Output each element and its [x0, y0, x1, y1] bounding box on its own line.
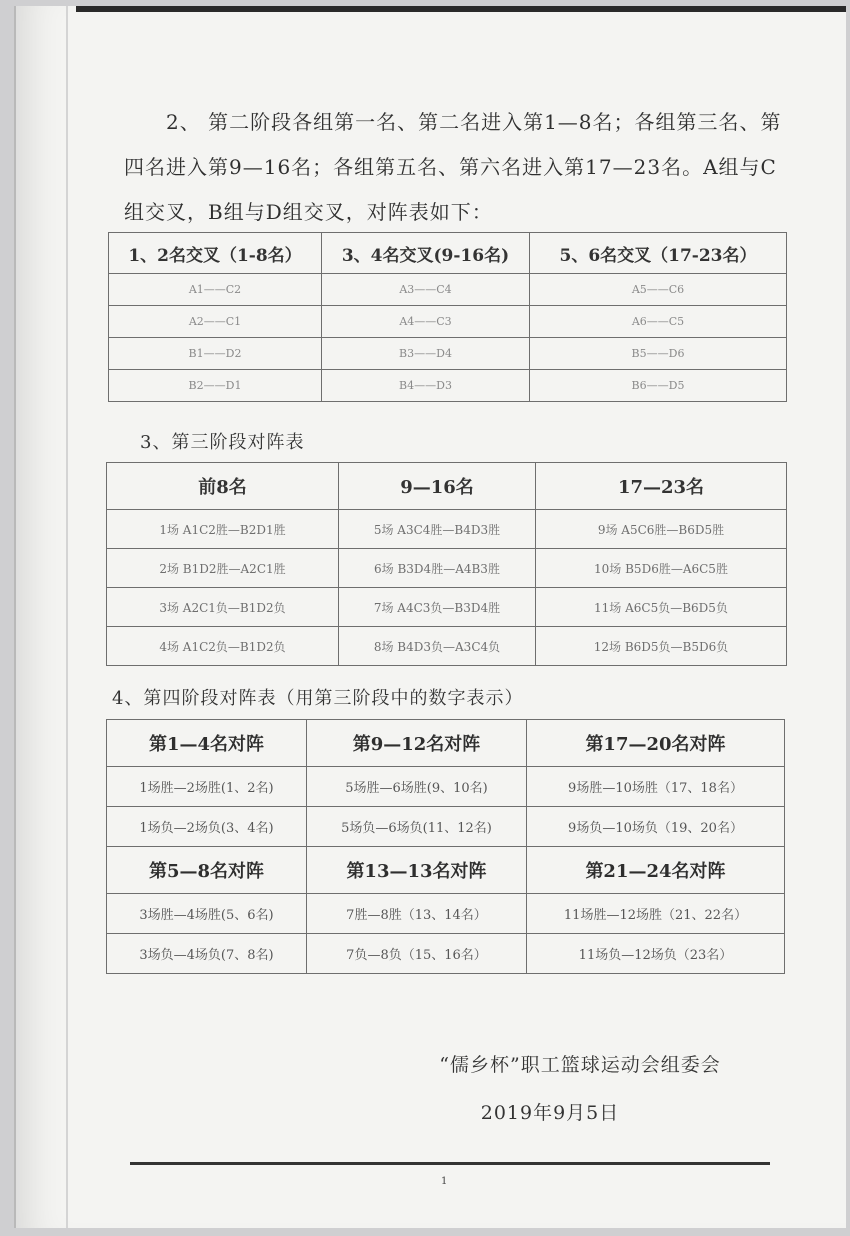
table-row: [109, 338, 787, 370]
stage2-paragraph: 2、 第二阶段各组第一名、第二名进入第1—8名；各组第三名、第四名进入第9—16名；各组第五名、第六名进入第17—23名。A组与C组交叉，B组与D组交叉，对阵表如下：: [124, 110, 782, 224]
table-cell: A5——C6: [530, 274, 787, 306]
stage4-schedule-table: [106, 719, 785, 974]
table-cell: 6场 B3D4胜—A4B3胜: [339, 549, 536, 588]
table-cell: 1场胜—2场胜(1、2名): [107, 767, 307, 807]
table-cell: 4场 A1C2负—B1D2负: [107, 627, 339, 666]
top-edge-shadow: [76, 6, 846, 12]
table-row: [107, 510, 787, 549]
table-cell: 5场 A3C4胜—B4D3胜: [339, 510, 536, 549]
table-row: [107, 894, 785, 934]
table-cell: B3——D4: [322, 338, 530, 370]
table-cell: 3场 A2C1负—B1D2负: [107, 588, 339, 627]
table-cell: B2——D1: [109, 370, 322, 402]
stage3-heading: 3、第三阶段对阵表: [140, 432, 305, 453]
table-header-cell: 第5—8名对阵: [107, 847, 307, 894]
table-row: [107, 588, 787, 627]
table-cell: B4——D3: [322, 370, 530, 402]
stage2-crossover-table: [108, 232, 787, 402]
table-cell: A1——C2: [109, 274, 322, 306]
table-row: [109, 306, 787, 338]
table-header-cell: 第17—20名对阵: [527, 720, 785, 767]
table-cell: 9场负—10场负（19、20名）: [527, 807, 785, 847]
table-header-cell: 5、6名交叉（17-23名）: [530, 233, 787, 274]
table-cell: 7胜—8胜（13、14名）: [307, 894, 527, 934]
table-cell: 7负—8负（15、16名）: [307, 934, 527, 974]
table-cell: A6——C5: [530, 306, 787, 338]
stage3-schedule-table: [106, 462, 787, 666]
table-header-cell: 第9—12名对阵: [307, 720, 527, 767]
table-cell: B6——D5: [530, 370, 787, 402]
table-cell: 11场负—12场负（23名）: [527, 934, 785, 974]
page-number: 1: [441, 1176, 448, 1187]
organizer-signature: “儒乡杯”职工篮球运动会组委会: [439, 1054, 721, 1076]
table-cell: 11场 A6C5负—B6D5负: [536, 588, 787, 627]
binding-margin-line: [66, 6, 68, 1228]
table-header-row: [107, 463, 787, 510]
table-cell: 10场 B5D6胜—A6C5胜: [536, 549, 787, 588]
footer-rule: [130, 1162, 770, 1165]
table-cell: 12场 B6D5负—B5D6负: [536, 627, 787, 666]
table-row: [107, 767, 785, 807]
table-cell: 7场 A4C3负—B3D4胜: [339, 588, 536, 627]
table-cell: 1场 A1C2胜—B2D1胜: [107, 510, 339, 549]
table-cell: 1场负—2场负(3、4名): [107, 807, 307, 847]
table-header-cell: 9—16名: [339, 463, 536, 510]
table-header-cell: 第21—24名对阵: [527, 847, 785, 894]
table-cell: 5场胜—6场胜(9、10名): [307, 767, 527, 807]
table-row: [107, 627, 787, 666]
table-cell: 9场 A5C6胜—B6D5胜: [536, 510, 787, 549]
table-header-cell: 第13—13名对阵: [307, 847, 527, 894]
table-cell: 3场负—4场负(7、8名): [107, 934, 307, 974]
table-row: [109, 370, 787, 402]
table-cell: 8场 B4D3负—A3C4负: [339, 627, 536, 666]
table-row: [107, 934, 785, 974]
table-cell: B5——D6: [530, 338, 787, 370]
table-cell: 2场 B1D2胜—A2C1胜: [107, 549, 339, 588]
table-row: [109, 274, 787, 306]
table-header-row: [107, 720, 785, 767]
table-cell: A3——C4: [322, 274, 530, 306]
table-cell: 9场胜—10场胜（17、18名）: [527, 767, 785, 807]
table-cell: A2——C1: [109, 306, 322, 338]
table-cell: 5场负—6场负(11、12名): [307, 807, 527, 847]
table-header-row: [107, 847, 785, 894]
table-cell: 3场胜—4场胜(5、6名): [107, 894, 307, 934]
table-row: [107, 807, 785, 847]
stage4-heading: 4、第四阶段对阵表（用第三阶段中的数字表示）: [112, 688, 524, 709]
table-header-cell: 1、2名交叉（1-8名）: [109, 233, 322, 274]
table-header-cell: 前8名: [107, 463, 339, 510]
table-header-cell: 第1—4名对阵: [107, 720, 307, 767]
signature-date: 2019年9月5日: [480, 1102, 620, 1124]
table-header-row: [109, 233, 787, 274]
table-cell: 11场胜—12场胜（21、22名）: [527, 894, 785, 934]
table-header-cell: 17—23名: [536, 463, 787, 510]
table-cell: B1——D2: [109, 338, 322, 370]
table-cell: A4——C3: [322, 306, 530, 338]
table-header-cell: 3、4名交叉(9-16名): [322, 233, 530, 274]
table-row: [107, 549, 787, 588]
